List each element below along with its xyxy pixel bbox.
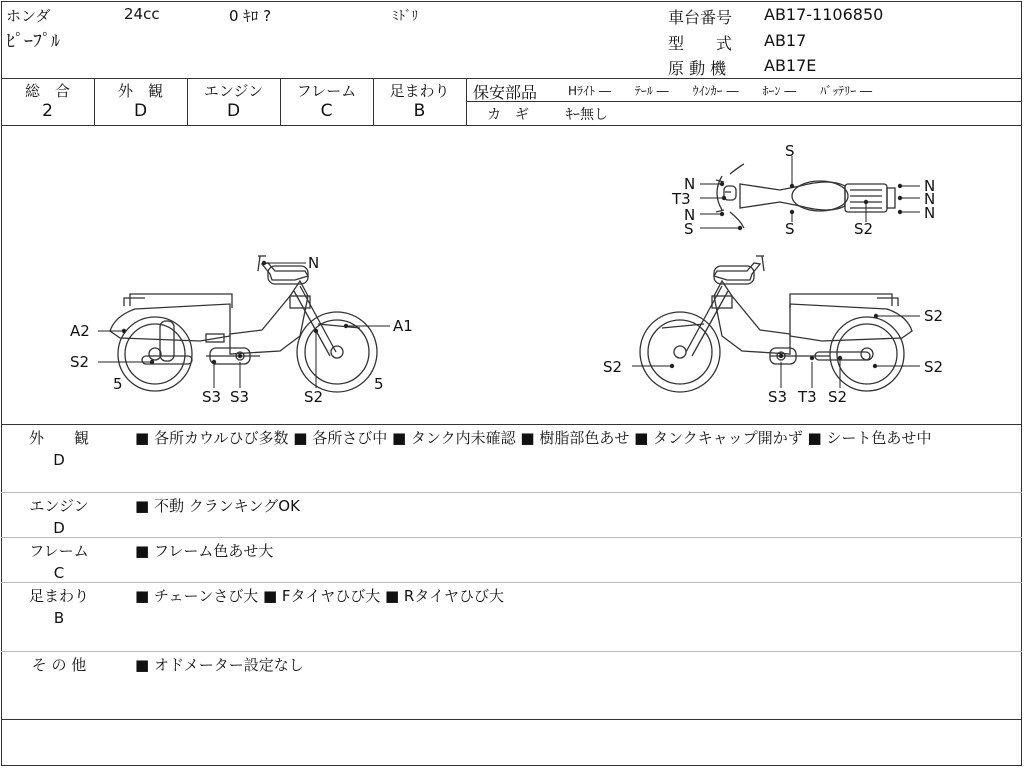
divider [1, 78, 1022, 79]
left-bike-drawing [110, 256, 377, 392]
diagram-label: S2 [924, 358, 944, 376]
exterior-grade: D [133, 101, 148, 121]
diagram-label: S2 [603, 358, 623, 376]
overall-label: 総 合 [24, 82, 70, 100]
divider [1, 424, 1022, 425]
maker: ホンダ [6, 7, 51, 25]
diagram-label: S2 [854, 220, 874, 238]
exterior-label: 外 観 [117, 82, 163, 100]
engine-label: 原 動 機 [668, 59, 727, 78]
remark-engine-text: ■ 不動 クランキングOK [135, 497, 300, 515]
mileage: 0 ｷﾛ ? [229, 7, 272, 25]
divider [1, 582, 1022, 583]
model-name: ﾋﾟｰﾌﾟﾙ [6, 31, 60, 52]
suspension-grade-label: 足まわり [389, 82, 450, 100]
key-value: ｷｰ無し [566, 107, 608, 123]
diagram-label: S2 [304, 388, 324, 406]
diagram-label: S3 [202, 388, 222, 406]
diagram-label: 5 [113, 375, 123, 393]
diagram-label: A2 [70, 322, 90, 340]
safety-label: 保安部品 [473, 83, 538, 102]
engine-grade-label: エンジン [203, 82, 264, 100]
overall-grade: 2 [42, 101, 53, 121]
diagram-label: 5 [374, 375, 384, 393]
diagram-label: S [785, 220, 795, 238]
diagram-label: S2 [924, 307, 944, 325]
remark-suspension-label: 足まわり B [28, 587, 89, 627]
frame-grade-label: フレーム [296, 82, 357, 100]
suspension-grade: B [413, 101, 426, 121]
divider [1, 719, 1022, 720]
right-bike-drawing [640, 256, 912, 392]
type-label: 型 式 [668, 34, 733, 53]
diagram-label: S2 [828, 388, 848, 406]
diagram-label: S3 [768, 388, 788, 406]
remark-exterior-text: ■ 各所カウルひび多数 ■ 各所さび中 ■ タンク内未確認 ■ 樹脂部色あせ ■ タンクキャップ開かず ■ シート色あせ中 [135, 429, 932, 447]
diagram-label: A1 [393, 317, 413, 335]
remark-frame-text: ■ フレーム色あせ大 [135, 542, 274, 560]
type-value: AB17 [764, 31, 807, 50]
diagram-label: N [308, 254, 320, 272]
diagram-label: T3 [672, 190, 691, 208]
diagram-label: T3 [798, 388, 817, 406]
engine-grade: D [226, 101, 241, 121]
diagram-label: S [684, 220, 694, 238]
divider [1, 537, 1022, 538]
safety-items: Hﾗｲﾄ ― ﾃｰﾙ ― ｳｲﾝｶｰ ― ﾎｰﾝ ― ﾊﾞｯﾃﾘｰ ― [568, 84, 873, 98]
frame-no: AB17-1106850 [764, 5, 884, 24]
diagram-label: N [684, 175, 696, 193]
engine-value: AB17E [764, 56, 817, 75]
diagram-label: N [924, 190, 936, 208]
frame-grade: C [320, 101, 333, 121]
displacement: 24cc [124, 5, 160, 23]
remark-exterior-label: 外 観 D [28, 429, 89, 469]
remark-suspension-text: ■ チェーンさび大 ■ Fタイヤひび大 ■ Rタイヤひび大 [135, 587, 505, 605]
divider [467, 101, 1022, 102]
key-label: カ ギ [487, 107, 529, 123]
remark-other-label: そ の 他 [31, 656, 87, 674]
frame-no-label: 車台番号 [668, 8, 733, 27]
divider [1, 492, 1022, 493]
damage-diagram [0, 126, 1024, 424]
diagram-label: S3 [230, 388, 250, 406]
remark-other-text: ■ オドメーター設定なし [135, 656, 304, 674]
diagram-label: N [684, 206, 696, 224]
divider [1, 651, 1022, 652]
divider [466, 78, 467, 125]
top-view-bike-drawing [716, 164, 895, 228]
color: ﾐﾄﾞﾘ [392, 9, 418, 24]
remark-engine-label: エンジン D [29, 497, 89, 537]
diagram-label: N [924, 204, 936, 222]
diagram-label: S [785, 142, 795, 160]
diagram-label: N [924, 177, 936, 195]
diagram-label: S2 [70, 353, 90, 371]
remark-frame-label: フレーム C [29, 542, 89, 582]
